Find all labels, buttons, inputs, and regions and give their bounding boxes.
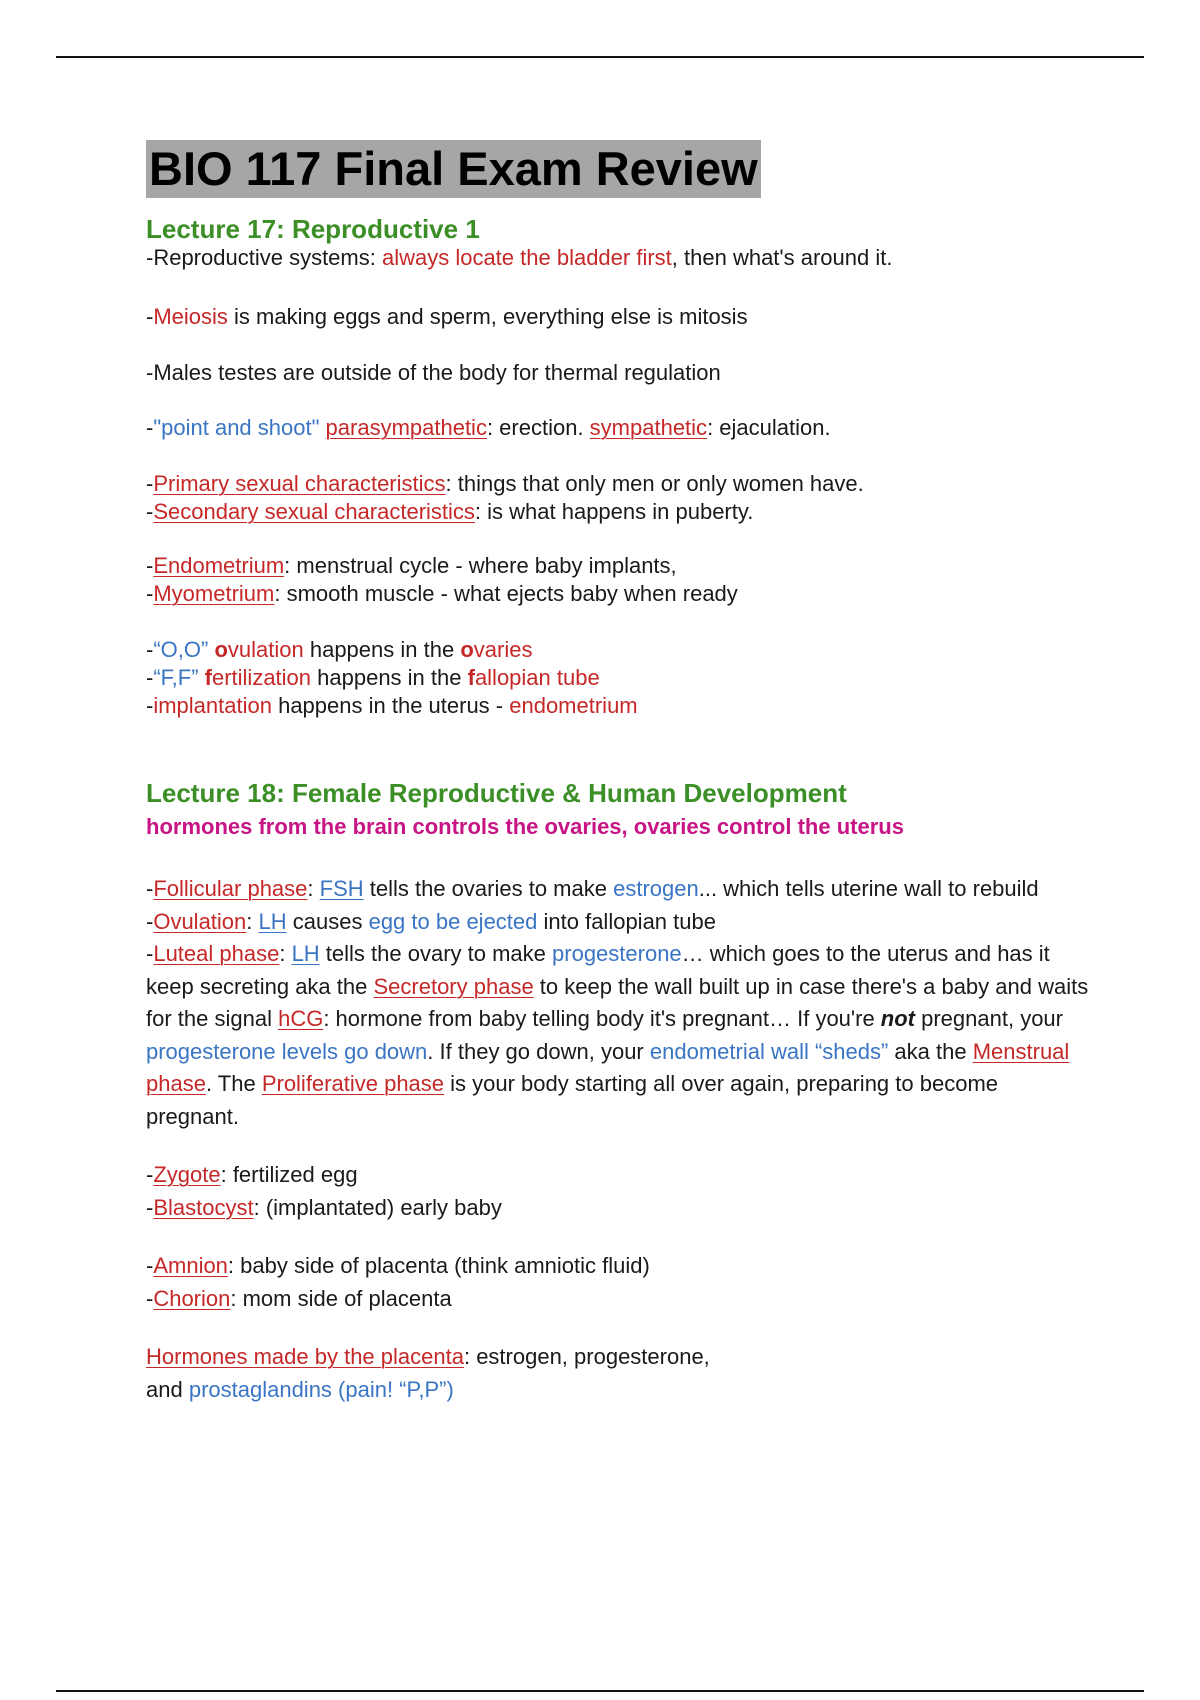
term: Proliferative phase [261, 1071, 445, 1096]
text: endometrium [509, 693, 638, 718]
page-title: BIO 117 Final Exam Review [146, 140, 761, 198]
lecture17-heading: Lecture 17: Reproductive 1 [146, 214, 480, 244]
sexual-characteristics-block [146, 470, 1096, 526]
uterus-layers-block [146, 552, 1096, 608]
term: hCG [278, 1006, 324, 1031]
term: FSH [319, 876, 364, 901]
line-primary [146, 470, 1096, 498]
embryo-block [146, 1159, 1096, 1224]
text: . If they go down, your [427, 1038, 650, 1064]
text: - [146, 304, 154, 329]
text: progesterone levels go down [146, 1038, 428, 1064]
term: LH [258, 908, 287, 934]
text: : smooth muscle - what ejects baby when ready [274, 581, 738, 606]
term: Blastocyst [153, 1194, 254, 1220]
term: parasympathetic [325, 415, 487, 440]
line-endometrium [146, 552, 1096, 580]
text: … which goes to the uterus and has it keep secreting aka the [146, 941, 1050, 999]
line-ovulation [146, 906, 1096, 939]
text: . The [205, 1071, 262, 1096]
line-implantation [146, 692, 1096, 720]
term: Hormones made by the placenta [146, 1344, 464, 1369]
term: Chorion [153, 1285, 231, 1311]
text: f [467, 665, 475, 690]
document-body [146, 140, 1096, 1406]
text: prostaglandins (pain! “P,P”) [188, 1376, 454, 1402]
text: “F,F” [153, 665, 205, 690]
text: ... which tells uterine wall to rebuild [698, 876, 1039, 901]
text: , then what's around it. [671, 245, 893, 270]
line-testes: -Males testes are outside of the body for thermal regulation [146, 360, 721, 385]
line-point-shoot [146, 414, 1096, 442]
text: happens in the uterus - [271, 693, 510, 718]
placenta-sides-block [146, 1250, 1096, 1315]
text: - [146, 499, 154, 524]
term: Ovulation [153, 908, 247, 934]
line-blastocyst [146, 1192, 1096, 1225]
cycle-phases-block [146, 873, 1096, 1133]
line-ovulation-mnemonic [146, 636, 1096, 664]
text: : hormone from baby telling body it's pregnant… If you're [323, 1006, 881, 1031]
text: tells the ovaries to make [363, 876, 614, 901]
line-placenta-hormones [146, 1341, 1096, 1374]
text: : things that only men or only women have. [445, 471, 864, 496]
text: : mom side of placenta [230, 1285, 452, 1311]
text: - [146, 471, 154, 496]
line-meiosis [146, 303, 1096, 331]
text: : menstrual cycle - where baby implants, [284, 553, 677, 578]
text: - [146, 1162, 154, 1187]
text: - [146, 637, 154, 662]
text: happens in the [303, 637, 461, 662]
text: o [460, 637, 474, 662]
title-row [146, 140, 1096, 198]
text: f [204, 665, 212, 690]
text: to keep the wall built up in case there's a baby and waits for the signal [146, 973, 1089, 1031]
text: : [307, 876, 320, 901]
lecture18-subheading: hormones from the brain controls the ovaries, ovaries control the uterus [146, 814, 904, 839]
text: is your body starting all over again, preparing to become pregnant. [146, 1071, 999, 1129]
text: - [146, 1285, 154, 1311]
text: happens in the [311, 665, 468, 690]
line-repro-systems [146, 244, 1096, 272]
text: pregnant, your [915, 1006, 1063, 1031]
text: -Reproductive systems: [146, 245, 382, 270]
term: Primary sexual characteristics [153, 471, 446, 496]
line-secondary [146, 498, 1096, 526]
text: - [146, 415, 154, 440]
term: Endometrium [153, 553, 285, 578]
term: sympathetic [589, 415, 708, 440]
text: "point and shoot" [153, 415, 320, 440]
text: : estrogen, progesterone, [463, 1344, 710, 1369]
text: progesterone [552, 941, 682, 966]
top-rule [56, 56, 1144, 58]
text: : (implantated) early baby [253, 1194, 502, 1220]
line-fertilization-mnemonic [146, 664, 1096, 692]
text: into fallopian tube [537, 908, 716, 934]
lecture18-heading: Lecture 18: Female Reproductive & Human Development [146, 778, 847, 808]
text: “O,O” [153, 637, 215, 662]
text: - [146, 665, 154, 690]
term: Secretory phase [373, 973, 534, 999]
text: - [146, 693, 154, 718]
text: tells the ovary to make [319, 941, 553, 966]
text: estrogen [613, 876, 699, 901]
paragraph-luteal [146, 938, 1096, 1133]
text: ertilization [211, 665, 312, 690]
placenta-hormones-block [146, 1341, 1096, 1406]
term: Menstrual phase [146, 1038, 1070, 1096]
mnemonics-block [146, 636, 1096, 720]
term: LH [291, 941, 320, 966]
lecture17-intro [146, 214, 1096, 300]
term: Zygote [153, 1162, 221, 1187]
text: - [146, 581, 154, 606]
text: : [279, 941, 292, 966]
text: allopian tube [474, 665, 600, 690]
text: endometrial wall “sheds” [649, 1038, 889, 1064]
text: vulation [227, 637, 304, 662]
text: : is what happens in puberty. [474, 499, 754, 524]
line-follicular [146, 873, 1096, 906]
term: Follicular phase [153, 876, 308, 901]
line-chorion [146, 1283, 1096, 1316]
text: : erection. [486, 415, 590, 440]
term: Amnion [153, 1253, 228, 1278]
text: always locate the bladder first [381, 245, 672, 270]
text: - [146, 876, 154, 901]
text: : [246, 908, 259, 934]
text: : baby side of placenta (think amniotic fluid) [227, 1253, 650, 1278]
text: and [146, 1376, 189, 1402]
text: - [146, 908, 154, 934]
text: implantation [153, 693, 272, 718]
text: varies [473, 637, 533, 662]
text: Meiosis [153, 304, 228, 329]
text: - [146, 1253, 154, 1278]
text: : fertilized egg [220, 1162, 358, 1187]
emphasis: not [880, 1006, 915, 1031]
text: is making eggs and sperm, everything else is mitosis [227, 304, 748, 329]
line-prostaglandins [146, 1374, 1096, 1407]
term: Secondary sexual characteristics [153, 499, 475, 524]
line-zygote [146, 1159, 1096, 1192]
text: - [146, 553, 154, 578]
text: - [146, 1194, 154, 1220]
text: egg to be ejected [368, 908, 538, 934]
bottom-rule [56, 1690, 1144, 1692]
line-amnion [146, 1250, 1096, 1283]
text: aka the [888, 1038, 973, 1064]
text: : ejaculation. [707, 415, 831, 440]
text: causes [286, 908, 369, 934]
term: Myometrium [153, 581, 275, 606]
text: o [214, 637, 228, 662]
term: Luteal phase [153, 941, 280, 966]
line-myometrium [146, 580, 1096, 608]
text: - [146, 941, 154, 966]
